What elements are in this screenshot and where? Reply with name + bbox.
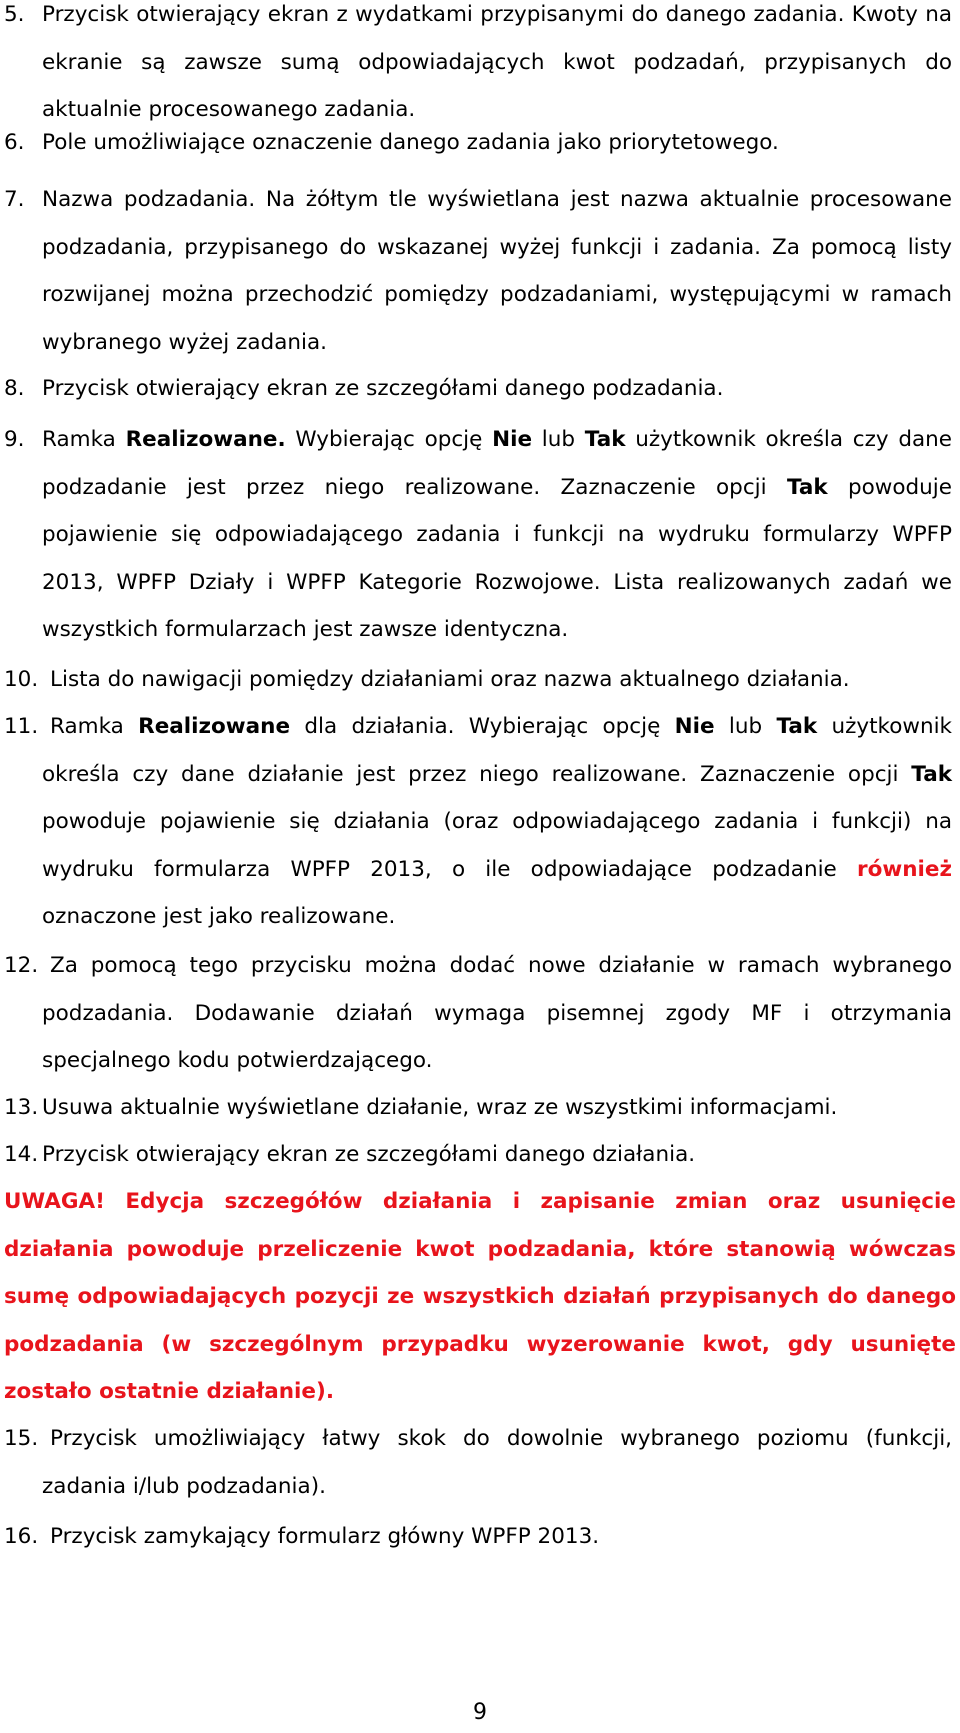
bold-text: Nie	[492, 427, 533, 452]
item-text: Usuwa aktualnie wyświetlane działanie, wraz ze wszystkimi informacjami.	[42, 1095, 838, 1120]
text-run: użytkownik określa czy dane podzadanie jest przez niego realizowane. Zaznaczenie opcji	[42, 427, 953, 500]
item-text: Przycisk otwierający ekran ze szczegółami danego podzadania.	[42, 376, 724, 401]
list-item-12	[4, 942, 952, 1085]
bold-text: Tak	[776, 714, 818, 739]
item-text: Za pomocą tego przycisku można dodać nowe działanie w ramach wybranego podzadania. Dodawanie działań wymaga pisemnej zgody MF i otrzymania specjalnego kodu potwierdzającego.	[42, 953, 952, 1073]
bold-text: Tak	[786, 474, 828, 500]
list-item-13	[4, 1084, 952, 1132]
bold-text: Tak	[911, 761, 952, 787]
item-number: 12.	[4, 953, 39, 978]
text-run: lub	[532, 427, 585, 452]
list-item-6	[4, 119, 952, 167]
list-item-16	[4, 1513, 952, 1561]
list-item-7	[4, 176, 952, 366]
list-item-14	[4, 1131, 952, 1179]
item-text: Lista do nawigacji pomiędzy działaniami oraz nazwa aktualnego działania.	[50, 667, 850, 692]
item-number: 9.	[4, 427, 25, 452]
text-run: powoduje pojawienie się odpowiadającego zadania i funkcji na wydruku formularzy WPFP 2013, WPFP Działy i WPFP Kategorie Rozwojowe. Lista realizowanych zadań we wszystkich formularzach jest zawsze identyczna.	[42, 474, 952, 642]
page-number: 9	[473, 1700, 487, 1725]
item-number: 5.	[4, 2, 25, 27]
red-bold-text: również	[856, 856, 952, 882]
item-text: Przycisk otwierający ekran ze szczegółami danego działania.	[42, 1142, 696, 1167]
item-text: Nazwa podzadania. Na żółtym tle wyświetlana jest nazwa aktualnie procesowane podzadania, przypisanego do wskazanej wyżej funkcji i zadania. Za pomocą listy rozwijanej można przechodzić pomiędzy podzadaniami, występującymi w ramach wybranego wyżej zadania.	[42, 187, 952, 355]
item-text: Pole umożliwiające oznaczenie danego zadania jako priorytetowego.	[42, 130, 779, 155]
item-number: 14.	[4, 1142, 39, 1167]
text-run: Ramka	[50, 714, 139, 739]
item-number: 10.	[4, 667, 39, 692]
item-number: 15.	[4, 1426, 39, 1451]
warning-note: UWAGA! Edycja szczegółów działania i zapisanie zmian oraz usunięcie działania powoduje przeliczenie kwot podzadania, które stanowią wówczas sumę odpowiadających pozycji ze wszystkich działań przypisanych do danego podzadania (w szczególnym przypadku wyzerowanie kwot, gdy usunięte zostało ostatnie działanie).	[4, 1189, 956, 1404]
text-run: użytkownik określa czy dane działanie jest przez niego realizowane. Zaznaczenie opcji	[42, 714, 952, 787]
bold-text: Tak	[584, 427, 626, 452]
item-number: 8.	[4, 376, 25, 401]
text-run: powoduje pojawienie się działania (oraz odpowiadającego zadania i funkcji) na wydruku formularza WPFP 2013, o ile odpowiadające podzadanie	[42, 809, 952, 882]
item-text	[42, 416, 952, 654]
item-number: 11.	[4, 714, 39, 739]
list-item-15	[4, 1415, 952, 1510]
list-item-10	[4, 656, 952, 704]
item-number: 13.	[4, 1095, 39, 1120]
bold-text: Realizowane.	[125, 427, 286, 452]
item-text: Przycisk umożliwiający łatwy skok do dowolnie wybranego poziomu (funkcji, zadania i/lub podzadania).	[42, 1426, 952, 1499]
item-number: 6.	[4, 130, 25, 155]
list-item-5	[4, 0, 952, 134]
item-number: 16.	[4, 1524, 39, 1549]
item-text: Przycisk otwierający ekran z wydatkami przypisanymi do danego zadania. Kwoty na ekranie są zawsze sumą odpowiadających kwot podzadań, przypisanych do aktualnie procesowanego zadania.	[42, 2, 952, 122]
text-run: dla działania. Wybierając opcję	[290, 714, 675, 739]
bold-text: Realizowane	[138, 714, 291, 739]
list-item-11	[4, 703, 952, 941]
item-number: 7.	[4, 187, 25, 212]
text-run: lub	[714, 714, 777, 739]
item-text: Przycisk zamykający formularz główny WPFP 2013.	[50, 1524, 600, 1549]
text-run: Ramka	[42, 427, 126, 452]
bold-text: Nie	[674, 714, 715, 739]
text-run: oznaczone jest jako realizowane.	[42, 904, 396, 929]
text-run: Wybierając opcję	[285, 427, 493, 452]
item-text	[42, 703, 952, 941]
list-item-9	[4, 416, 952, 654]
list-item-8	[4, 365, 952, 413]
